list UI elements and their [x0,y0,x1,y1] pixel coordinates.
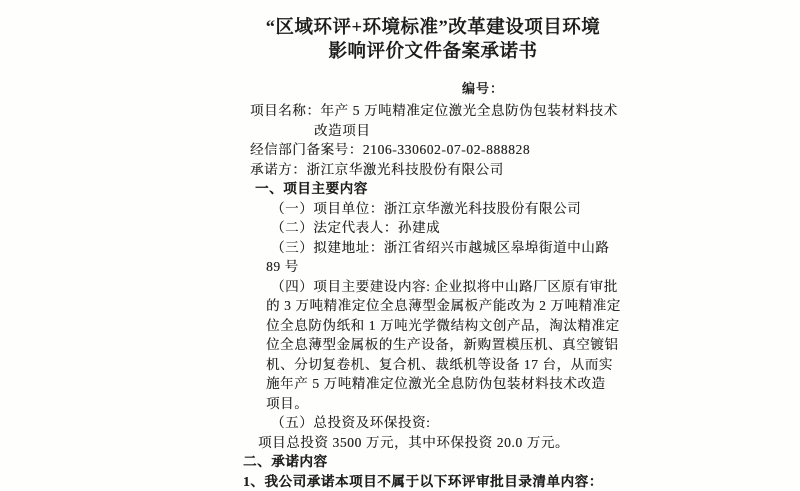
promisor-line: 承诺方：浙江京华激光科技股份有限公司 [243,160,643,180]
item-1-project-unit-line: （一）项目单位：浙江京华激光科技股份有限公司 [243,199,643,219]
item-5-investment-heading-line: （五）总投资及环保投资: [243,413,643,433]
section-2-heading: 二、承诺内容 [243,452,643,472]
title-line-2: 影响评价文件备案承诺书 [234,40,632,64]
commitment-item-1-line: 1、我公司承诺本项目不属于以下环评审批目录清单内容： [243,472,643,491]
item-4-content-line-1: （四）项目主要建设内容: 企业拟将中山路厂区原有审批 [243,277,643,297]
project-name-wrap-line: 改造项目 [243,121,643,141]
record-number-line: 经信部门备案号：2106-330602-07-02-888828 [243,140,643,160]
project-name-line: 项目名称：年产 5 万吨精准定位激光全息防伪包装材料技术 [243,101,643,121]
document-title [234,16,632,64]
document-body [243,101,643,491]
item-3-address-wrap-line: 89 号 [243,257,643,277]
item-3-address-line: （三）拟建地址：浙江省绍兴市越城区皋埠街道中山路 [243,238,643,258]
investment-amount-line: 项目总投资 3500 万元，其中环保投资 20.0 万元。 [243,433,643,453]
item-2-legal-rep-line: （二）法定代表人：孙建成 [243,218,643,238]
item-4-content-line-6: 施年产 5 万吨精准定位激光全息防伪包装材料技术改造 [243,374,643,394]
item-4-content-line-3: 位全息防伪纸和 1 万吨光学微结构文创产品，淘汰精准定 [243,316,643,336]
item-4-content-line-2: 的 3 万吨精准定位全息薄型金属板产能改为 2 万吨精准定 [243,296,643,316]
section-1-heading: 一、项目主要内容 [243,179,643,199]
serial-number-label: 编号： [462,78,504,97]
item-4-content-line-7: 项目。 [243,394,643,414]
title-line-1: “区域环评+环境标准”改革建设项目环境 [234,16,632,40]
item-4-content-line-5: 机、分切复卷机、复合机、裁纸机等设备 17 台，从而实 [243,355,643,375]
item-4-content-line-4: 位全息薄型金属板的生产设备，新购置模压机、真空镀铝 [243,335,643,355]
